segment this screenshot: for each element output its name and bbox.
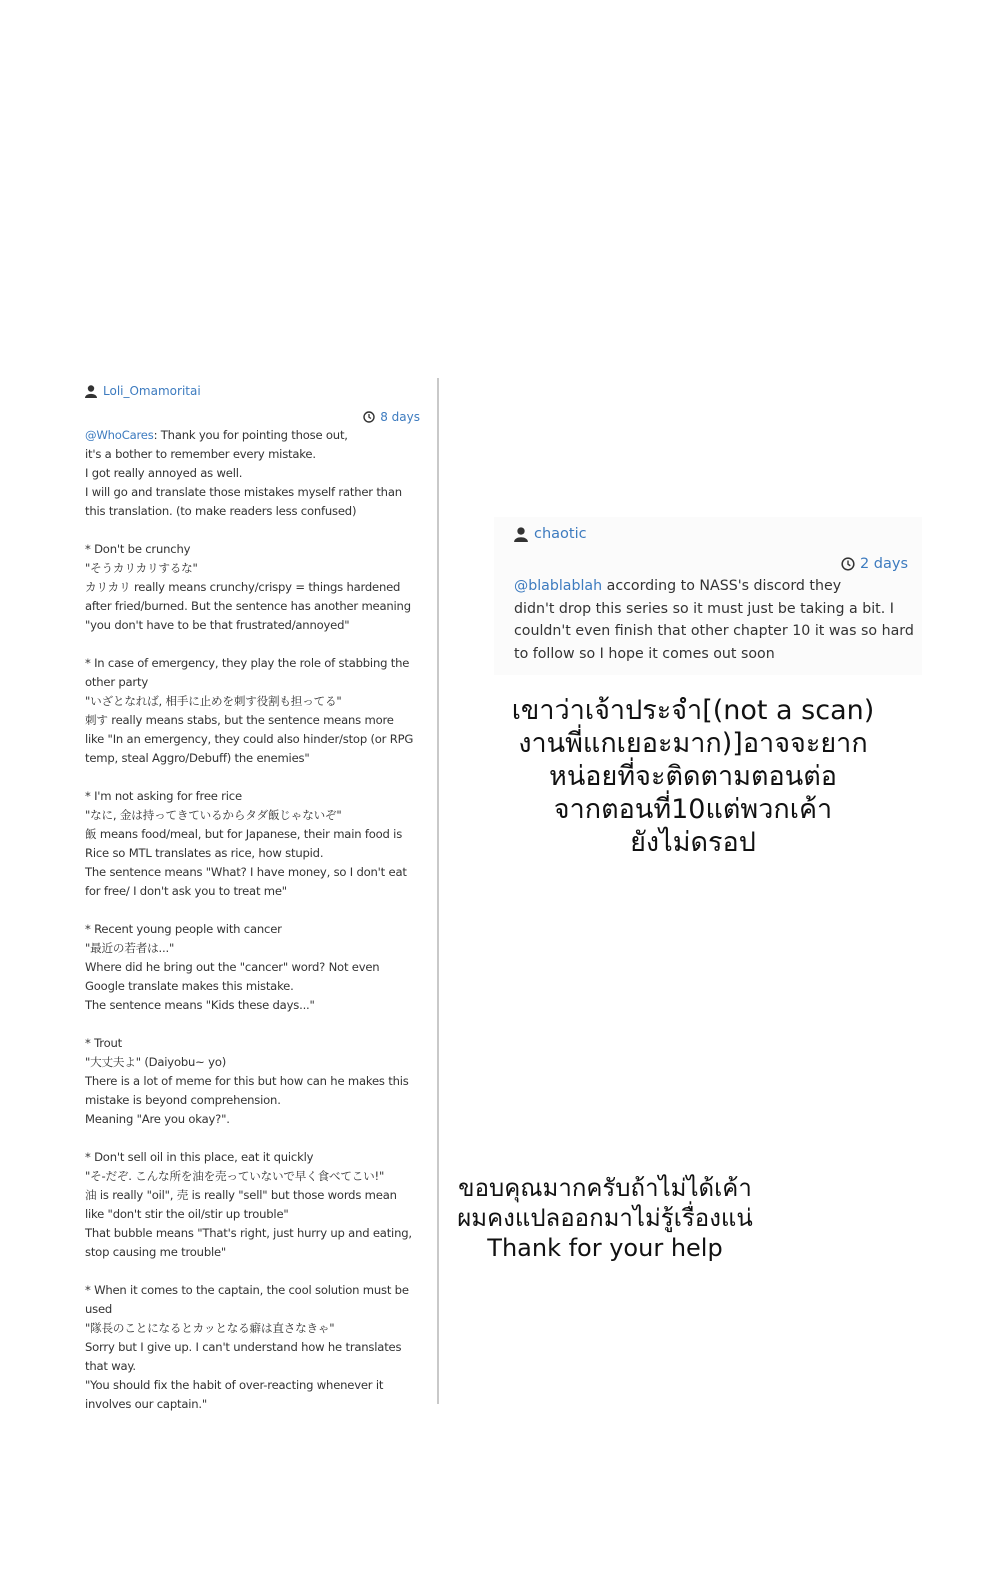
comment-line bbox=[85, 559, 420, 578]
comment-line bbox=[85, 673, 420, 692]
comment-text: The sentence means "What? I have money, so I don't eat bbox=[85, 865, 407, 879]
comment-line bbox=[85, 1072, 420, 1091]
comment-text: * When it comes to the captain, the cool solution must be bbox=[85, 1283, 409, 1297]
comment-text: "そうカリカリするな" bbox=[85, 561, 198, 575]
comment-line bbox=[85, 1186, 420, 1205]
comment-text: "隊長のことになるとカッとなる癖は直さなきゃ" bbox=[85, 1321, 335, 1335]
comment-line bbox=[85, 502, 420, 521]
comment-text: Google translate makes this mistake. bbox=[85, 979, 294, 993]
comment-text: it's a bother to remember every mistake. bbox=[85, 447, 316, 461]
comment-text: Where did he bring out the "cancer" word? Not even bbox=[85, 960, 380, 974]
comment-line bbox=[85, 1395, 420, 1414]
comment-text: I got really annoyed as well. bbox=[85, 466, 243, 480]
comment-text: 油 is really "oil", 売 is really "sell" but those words mean bbox=[85, 1188, 397, 1202]
comment-line bbox=[85, 711, 420, 730]
user-icon bbox=[85, 385, 97, 398]
comment-line bbox=[85, 426, 420, 445]
comment-text: mistake is beyond comprehension. bbox=[85, 1093, 281, 1107]
comment-text: that way. bbox=[85, 1359, 136, 1373]
comment-line bbox=[85, 1319, 420, 1338]
comment-line bbox=[514, 598, 908, 621]
note-line: ขอบคุณมากครับถ้าไม่ได้เค้า bbox=[458, 1174, 752, 1202]
comment-text: * I'm not asking for free rice bbox=[85, 789, 242, 803]
comment-line bbox=[85, 977, 420, 996]
comment-line bbox=[85, 1091, 420, 1110]
comment-chaotic bbox=[494, 517, 922, 675]
comment-text: other party bbox=[85, 675, 149, 689]
mention-link[interactable]: @WhoCares bbox=[85, 428, 154, 442]
comment-text: "そ-だぞ. こんな所を油を売っていないで早く食べてこい!" bbox=[85, 1169, 385, 1183]
comment-line bbox=[85, 1338, 420, 1357]
note-line: ผมคงแปลออกมาไม่รู้เรื่องแน่ bbox=[457, 1204, 753, 1232]
comment-body bbox=[514, 575, 914, 665]
username[interactable]: Loli_Omamoritai bbox=[103, 384, 201, 398]
comment-line bbox=[85, 578, 420, 597]
clock-icon bbox=[363, 411, 375, 423]
username[interactable]: chaotic bbox=[534, 526, 587, 542]
comment-line bbox=[514, 643, 908, 666]
comment-text: * In case of emergency, they play the role of stabbing the bbox=[85, 656, 410, 670]
time-label: 8 days bbox=[380, 410, 420, 424]
comment-line bbox=[85, 1357, 420, 1376]
comment-line bbox=[85, 521, 420, 540]
comment-line bbox=[85, 1376, 420, 1395]
comment-text: 飯 means food/meal, but for Japanese, their main food is bbox=[85, 827, 403, 841]
comment-line bbox=[85, 445, 420, 464]
mention-link[interactable]: @blablablah bbox=[514, 578, 603, 594]
user-icon bbox=[514, 527, 528, 542]
comment-line bbox=[85, 692, 420, 711]
note-line: ยังไม่ดรอป bbox=[630, 827, 756, 858]
note-line: Thank for your help bbox=[487, 1234, 723, 1262]
translator-note bbox=[480, 694, 906, 859]
comment-text: to follow so I hope it comes out soon bbox=[514, 645, 775, 662]
comment-line bbox=[85, 825, 420, 844]
comment-text: like "don't stir the oil/stir up trouble" bbox=[85, 1207, 289, 1221]
comment-line bbox=[514, 575, 908, 598]
note-line: หน่อยที่จะติดตามตอนต่อ bbox=[549, 761, 837, 792]
comment-line bbox=[85, 1148, 420, 1167]
comment-line bbox=[85, 996, 420, 1015]
comment-line bbox=[85, 1281, 420, 1300]
comment-text: : Thank you for pointing those out, bbox=[153, 428, 348, 442]
comment-time bbox=[514, 553, 908, 575]
comment-text: Rice so MTL translates as rice, how stupid. bbox=[85, 846, 324, 860]
comment-line bbox=[85, 654, 420, 673]
comment-text: "なに, 金は持ってきているからタダ飯じゃないぞ" bbox=[85, 808, 342, 822]
comment-text: * Recent young people with cancer bbox=[85, 922, 282, 936]
comment-text: involves our captain." bbox=[85, 1397, 208, 1411]
comment-line bbox=[85, 1129, 420, 1148]
note-line: จากตอนที่10แต่พวกเค้า bbox=[553, 794, 833, 825]
comment-text: stop causing me trouble" bbox=[85, 1245, 227, 1259]
comment-text: "大丈夫よ" (Daiyobu~ yo) bbox=[85, 1055, 227, 1069]
comment-text: this translation. (to make readers less confused) bbox=[85, 504, 357, 518]
comment-text: used bbox=[85, 1302, 113, 1316]
comment-text: I will go and translate those mistakes myself rather than bbox=[85, 485, 402, 499]
comment-text: 刺す really means stabs, but the sentence means more bbox=[85, 713, 394, 727]
comment-text: "いざとなれば, 相手に止めを刺す役割も担ってる" bbox=[85, 694, 342, 708]
clock-icon bbox=[841, 557, 855, 571]
comment-line bbox=[85, 1015, 420, 1034]
comment-text: Sorry but I give up. I can't understand how he translates bbox=[85, 1340, 402, 1354]
comment-body bbox=[85, 426, 420, 1414]
comment-text: "最近の若者は..." bbox=[85, 941, 175, 955]
comment-text: * Don't sell oil in this place, eat it quickly bbox=[85, 1150, 314, 1164]
comment-text: * Trout bbox=[85, 1036, 122, 1050]
comment-line bbox=[85, 540, 420, 559]
comment-text: "you don't have to be that frustrated/annoyed" bbox=[85, 618, 350, 632]
comment-line bbox=[85, 806, 420, 825]
comment-line bbox=[85, 464, 420, 483]
comment-line bbox=[85, 749, 420, 768]
comment-line bbox=[85, 635, 420, 654]
comment-author[interactable] bbox=[514, 523, 908, 545]
comment-line bbox=[85, 1262, 420, 1281]
comment-author[interactable] bbox=[85, 380, 420, 402]
note-line: เขาว่าเจ้าประจำ[(not a scan) bbox=[511, 695, 875, 726]
comment-loli-omamoritai bbox=[85, 380, 420, 1414]
comment-line bbox=[85, 844, 420, 863]
comment-text: Meaning "Are you okay?". bbox=[85, 1112, 230, 1126]
comment-text: like "In an emergency, they could also hinder/stop (or RPG bbox=[85, 732, 414, 746]
comment-line bbox=[85, 939, 420, 958]
comment-line bbox=[85, 1167, 420, 1186]
note-line: งานพี่แกเยอะมาก)]อาจจะยาก bbox=[518, 728, 868, 759]
comment-text: couldn't even finish that other chapter 10 it was so hard bbox=[514, 623, 914, 639]
comment-text: "You should fix the habit of over-reacting whenever it bbox=[85, 1378, 384, 1392]
comment-text: カリカリ really means crunchy/crispy = things hardened bbox=[85, 580, 401, 594]
comment-line bbox=[85, 1110, 420, 1129]
comment-line bbox=[85, 597, 420, 616]
comment-line bbox=[85, 920, 420, 939]
comment-line bbox=[85, 1224, 420, 1243]
thanks-note bbox=[440, 1173, 770, 1263]
comment-line bbox=[85, 1300, 420, 1319]
comment-text: according to NASS's discord they bbox=[602, 578, 842, 594]
comment-text: for free/ I don't ask you to treat me" bbox=[85, 884, 287, 898]
comment-line bbox=[85, 768, 420, 787]
comment-line bbox=[85, 901, 420, 920]
time-label: 2 days bbox=[859, 556, 908, 572]
comment-line bbox=[85, 616, 420, 635]
comment-line bbox=[85, 787, 420, 806]
comment-line bbox=[85, 1243, 420, 1262]
comment-text: didn't drop this series so it must just be taking a bit. I bbox=[514, 600, 894, 617]
comment-text: temp, steal Aggro/Debuff) the enemies" bbox=[85, 751, 310, 765]
comment-line bbox=[85, 958, 420, 977]
comment-text: * Don't be crunchy bbox=[85, 542, 191, 556]
comment-line bbox=[85, 1034, 420, 1053]
comment-line bbox=[85, 483, 420, 502]
comment-line bbox=[85, 1205, 420, 1224]
comment-line bbox=[514, 620, 914, 643]
comment-text: The sentence means "Kids these days..." bbox=[85, 998, 315, 1012]
comment-time bbox=[85, 408, 420, 426]
comment-line bbox=[85, 882, 420, 901]
column-divider bbox=[437, 378, 439, 1404]
comment-text: That bubble means "That's right, just hurry up and eating, bbox=[85, 1226, 412, 1240]
comment-text: after fried/burned. But the sentence has another meaning bbox=[85, 599, 411, 613]
comment-line bbox=[85, 1053, 420, 1072]
comment-line bbox=[85, 863, 420, 882]
comment-line bbox=[85, 730, 420, 749]
comment-text: There is a lot of meme for this but how can he makes this bbox=[85, 1074, 409, 1088]
